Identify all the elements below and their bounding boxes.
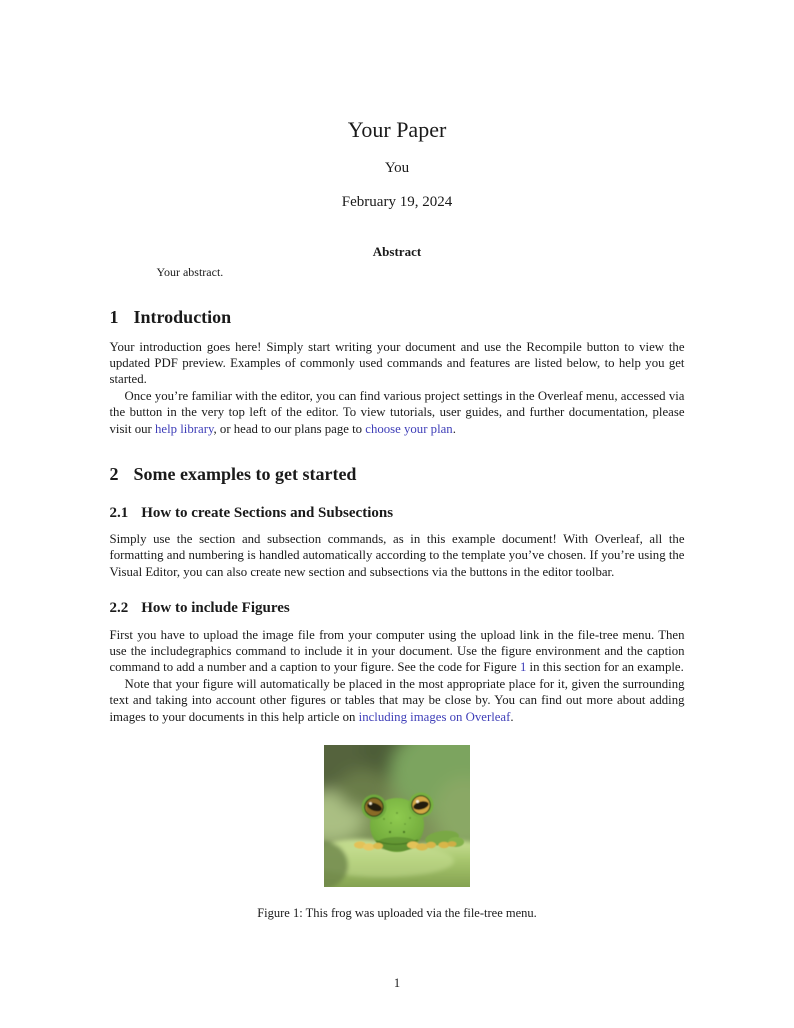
help-library-link[interactable]: help library [155, 421, 214, 436]
section-1-title: Introduction [133, 306, 232, 327]
subsection-2-2-heading [110, 600, 685, 617]
subsection-2-2-title: How to include Figures [141, 600, 290, 617]
subsection-2-1-number: 2.1 [109, 504, 129, 521]
subsection-2-1-title: How to create Sections and Subsections [141, 504, 394, 521]
section-2-title: Some examples to get started [133, 464, 357, 485]
figure-1 [110, 745, 685, 922]
abstract-text: Your abstract. [156, 264, 224, 279]
page-number: 1 [393, 976, 401, 990]
figure-1-caption: Figure 1: This frog was uploaded via the file-tree menu. [257, 905, 537, 920]
figure-1-ref-link[interactable]: 1 [519, 660, 527, 675]
abstract-heading: Abstract [372, 244, 422, 260]
figures-paragraph-2: Note that your figure will automatically be placed in the most appropriate place for it, given the surrounding text and taking into account other figures or tables that may be close by. You can find out more about adding images to your documents in this help article on including images on Overleaf. [109, 676, 685, 724]
section-1-number: 1 [109, 306, 119, 327]
subsection-2-1-paragraph: Simply use the section and subsection commands, as in this example document! With Overleaf, all the formatting and numbering is handled automatically according to the template you’ve chosen. If you’re using the Visual Editor, you can also create new section and subsections via the buttons in the editor toolbar. [109, 532, 685, 579]
subsection-2-1-heading [110, 505, 685, 522]
subsection-2-2-number: 2.2 [109, 600, 129, 617]
section-2-heading [110, 464, 685, 485]
paper-author: You [384, 160, 410, 177]
intro-paragraph-2: Once you’re familiar with the editor, you can find various project settings in the Overleaf menu, accessed via the button in the very top left of the editor. To view tutorials, user guides, and further documentation, please visit our help library, or head to our plans page to choose your plan. [109, 388, 685, 436]
paper-title: Your Paper [347, 117, 447, 142]
frog-photo [324, 745, 470, 887]
including-images-link[interactable]: including images on Overleaf [358, 709, 511, 724]
paper-date: February 19, 2024 [341, 194, 453, 211]
section-1-heading [110, 307, 685, 328]
intro-paragraph-1: Your introduction goes here! Simply start writing your document and use the Recompile button to view the updated PDF preview. Examples of commonly used commands and features are listed below, to help you get started. [109, 339, 685, 387]
figures-paragraph-1: First you have to upload the image file from your computer using the upload link in the file-tree menu. Then use the includegraphics command to include it in your document. Use the figure environment and the caption command to add a number and a caption to your figure. See the code for Figure 1 in this section for an example. [109, 627, 685, 675]
choose-your-plan-link[interactable]: choose your plan [365, 421, 453, 436]
section-2-number: 2 [109, 464, 119, 485]
document-body [110, 0, 685, 922]
